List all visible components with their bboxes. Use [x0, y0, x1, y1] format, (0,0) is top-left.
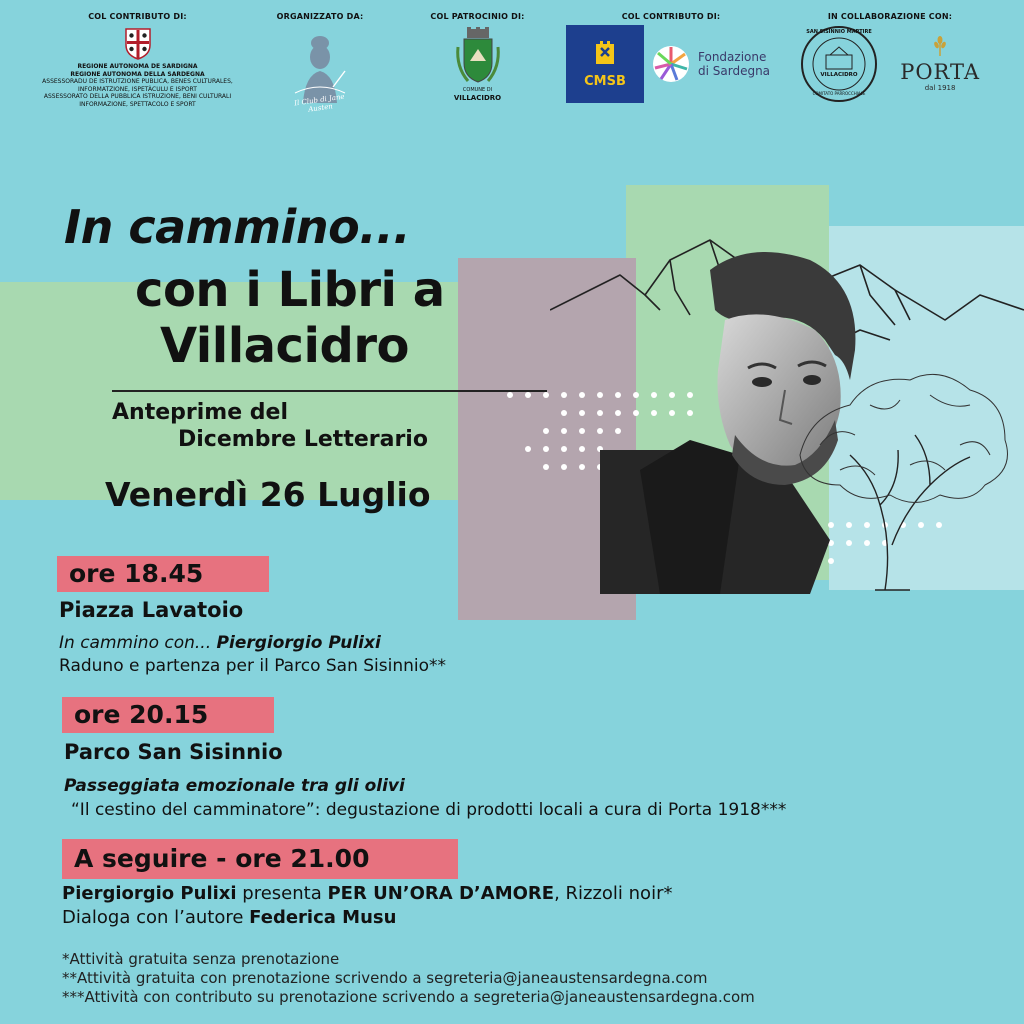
jane-austen-logo-icon: [270, 27, 370, 105]
event-date: Venerdì 26 Luglio: [105, 475, 431, 514]
regione-line: ASSESSORATO DELLA PUBBLICA ISTRUZIONE, BENI CULTURALI: [43, 93, 232, 100]
time-badge-3: A seguire - ore 21.00: [62, 839, 458, 879]
fondazione-logo: [652, 45, 770, 83]
seal-bottom-text: COMITATO PARROCCHIALE: [812, 91, 866, 96]
porta-label: PORTA: [900, 60, 980, 84]
san-sisinnio-seal: [800, 25, 878, 103]
event-3-author: Piergiorgio Pulixi: [62, 883, 237, 904]
event-3-dialoga: Dialoga con l’autore: [62, 907, 244, 928]
time-badge-2: ore 20.15: [62, 697, 274, 733]
fondazione-label-2: di Sardegna: [698, 64, 771, 78]
title-line-3: Villacidro: [160, 318, 409, 374]
regione-line: INFORMATZIONE, ISPETÀCULU E ISPORT: [78, 85, 197, 93]
olive-tree-illustration: [780, 345, 1020, 595]
regione-line: REGIONE AUTONOMA DE SARDIGNA: [77, 63, 198, 70]
subtitle-line-1: Anteprime del: [112, 400, 288, 425]
event-3-book-title: PER UN’ORA D’AMORE: [327, 883, 555, 904]
sponsor-cmsb-fondazione: [566, 12, 776, 103]
sponsor-collaborazione: [800, 12, 980, 103]
sponsor-heading: COL CONTRIBUTO DI:: [621, 12, 721, 21]
cmsb-label: CMSB: [584, 73, 626, 89]
footnote-1: *Attività gratuita senza prenotazione: [62, 950, 340, 968]
event-3-presenta: presenta: [242, 883, 322, 904]
sponsor-jane-austen-club: [270, 12, 370, 114]
tower-icon: [592, 40, 618, 68]
collab-logos: [800, 25, 980, 103]
sponsor-regione: [40, 12, 235, 108]
villacidro-crest-text: [425, 87, 530, 102]
title-line-1: In cammino...: [64, 200, 411, 254]
regione-crest-icon: [40, 27, 235, 61]
regione-line: ASSESSORADU DE ISTRUTZIONE PUBLICA, BENES CULTURALES,: [42, 78, 233, 85]
event-1-place: Piazza Lavatoio: [59, 598, 244, 622]
event-2-place: Parco San Sisinnio: [64, 740, 283, 764]
sponsor-heading: IN COLLABORAZIONE CON:: [827, 12, 953, 21]
cmsb-logo: [566, 25, 644, 103]
comune-label: COMUNE DI: [462, 87, 493, 93]
regione-text: [40, 63, 235, 108]
event-1-line-1: [59, 633, 381, 653]
sponsor-heading: ORGANIZZATO DA:: [276, 12, 364, 21]
regione-line: INFORMAZIONE, SPETTACOLO E SPORT: [79, 100, 196, 108]
fondazione-label-1: Fondazione: [698, 50, 767, 64]
event-2-line-2: “Il cestino del camminatore”: degustazione di prodotti locali a cura di Porta 1918***: [71, 800, 787, 820]
villacidro-crest-icon: [425, 27, 530, 87]
event-3-moderator: Federica Musu: [249, 907, 397, 928]
title-line-2: con i Libri a: [135, 262, 445, 318]
jane-austen-logo-text: Il Club di Jane Austen: [293, 92, 346, 114]
regione-line: REGIONE AUTONOMA DELLA SARDEGNA: [70, 70, 205, 78]
event-3-line-2: [62, 907, 396, 928]
event-3-publisher: , Rizzoli noir*: [554, 883, 673, 904]
fondazione-wheel-icon: [652, 45, 690, 83]
villacidro-label: VILLACIDRO: [453, 93, 502, 102]
porta-sub-label: dal 1918: [924, 84, 956, 92]
porta-logo: [900, 36, 980, 92]
footnote-2: **Attività gratuita con prenotazione scrivendo a segreteria@janeaustensardegna.com: [62, 969, 708, 987]
event-2-line-1: Passeggiata emozionale tra gli olivi: [64, 776, 405, 796]
title-divider: [112, 390, 547, 392]
subtitle-line-2: Dicembre Letterario: [178, 427, 428, 452]
event-1-prefix: In cammino con...: [59, 633, 212, 653]
sponsor-heading: COL CONTRIBUTO DI:: [88, 12, 187, 21]
footnote-3: ***Attività con contributo su prenotazione scrivendo a segreteria@janeaustensardegna.com: [62, 988, 755, 1006]
seal-mid-text: VILLACIDRO: [820, 72, 858, 78]
sponsor-comune-villacidro: [425, 12, 530, 102]
event-1-author: Piergiorgio Pulixi: [216, 633, 381, 653]
event-3-line-1: [62, 883, 672, 904]
wheat-icon: [932, 36, 948, 56]
sponsor-heading: COL PATROCINIO DI:: [430, 12, 525, 21]
seal-top-text: SAN SISINNIO MARTIRE: [806, 29, 872, 35]
time-badge-1: ore 18.45: [57, 556, 269, 592]
event-1-line-2: Raduno e partenza per il Parco San Sisinnio**: [59, 656, 447, 676]
cmsb-fondazione-logos: [566, 25, 776, 103]
